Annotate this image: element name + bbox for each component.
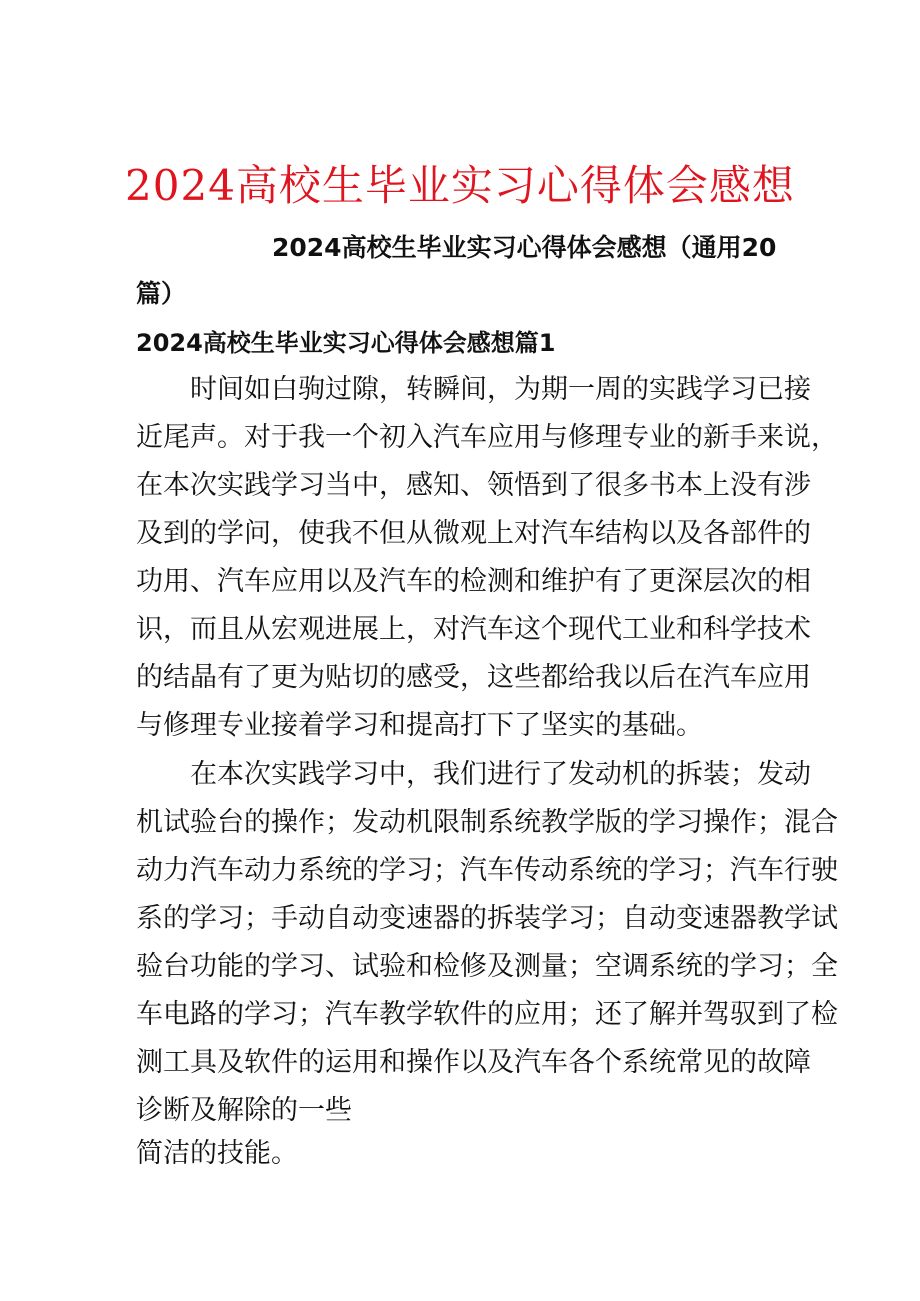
paragraph-2-line: 测工具及软件的运用和操作以及汽车各个系统常见的故障 bbox=[136, 1047, 811, 1078]
paragraph-1-line: 的结晶有了更为贴切的感受，这些都给我以后在汽车应用 bbox=[136, 662, 811, 693]
paragraph-1-line: 识，而且从宏观进展上，对汽车这个现代工业和科学技术 bbox=[136, 614, 811, 645]
paragraph-1-line: 近尾声。对于我一个初入汽车应用与修理专业的新手来说， bbox=[136, 422, 838, 453]
paragraph-2-line: 诊断及解除的一些 bbox=[136, 1095, 352, 1126]
paragraph-2-line: 验台功能的学习、试验和检修及测量；空调系统的学习；全 bbox=[136, 951, 838, 982]
paragraph-2-line: 车电路的学习；汽车教学软件的应用；还了解并驾驭到了检 bbox=[136, 999, 838, 1030]
trailing-line: 简洁的技能。 bbox=[136, 1138, 298, 1169]
paragraph-2-line: 在本次实践学习中，我们进行了发动机的拆装；发动 bbox=[190, 759, 811, 790]
paragraph-2-line: 动力汽车动力系统的学习；汽车传动系统的学习；汽车行驶 bbox=[136, 855, 838, 886]
paragraph-1-line: 与修理专业接着学习和提高打下了坚实的基础。 bbox=[136, 710, 703, 741]
paragraph-1-line: 在本次实践学习当中，感知、领悟到了很多书本上没有涉 bbox=[136, 470, 811, 501]
paragraph-2-line: 机试验台的操作；发动机限制系统教学版的学习操作；混合 bbox=[136, 807, 838, 838]
document-subtitle-line-2: 篇） bbox=[136, 279, 187, 308]
paragraph-1-line: 功用、汽车应用以及汽车的检测和维护有了更深层次的相 bbox=[136, 566, 811, 597]
section-heading: 2024高校生毕业实习心得体会感想篇1 bbox=[136, 329, 556, 357]
paragraph-1-line: 及到的学问，使我不但从微观上对汽车结构以及各部件的 bbox=[136, 518, 811, 549]
document-title: 2024高校生毕业实习心得体会感想 bbox=[125, 161, 795, 210]
paragraph-1-line: 时间如白驹过隙，转瞬间，为期一周的实践学习已接 bbox=[190, 374, 811, 405]
document-subtitle-line-1: 2024高校生毕业实习心得体会感想（通用20 bbox=[272, 233, 777, 262]
paragraph-2-line: 系的学习；手动自动变速器的拆装学习；自动变速器教学试 bbox=[136, 903, 838, 934]
